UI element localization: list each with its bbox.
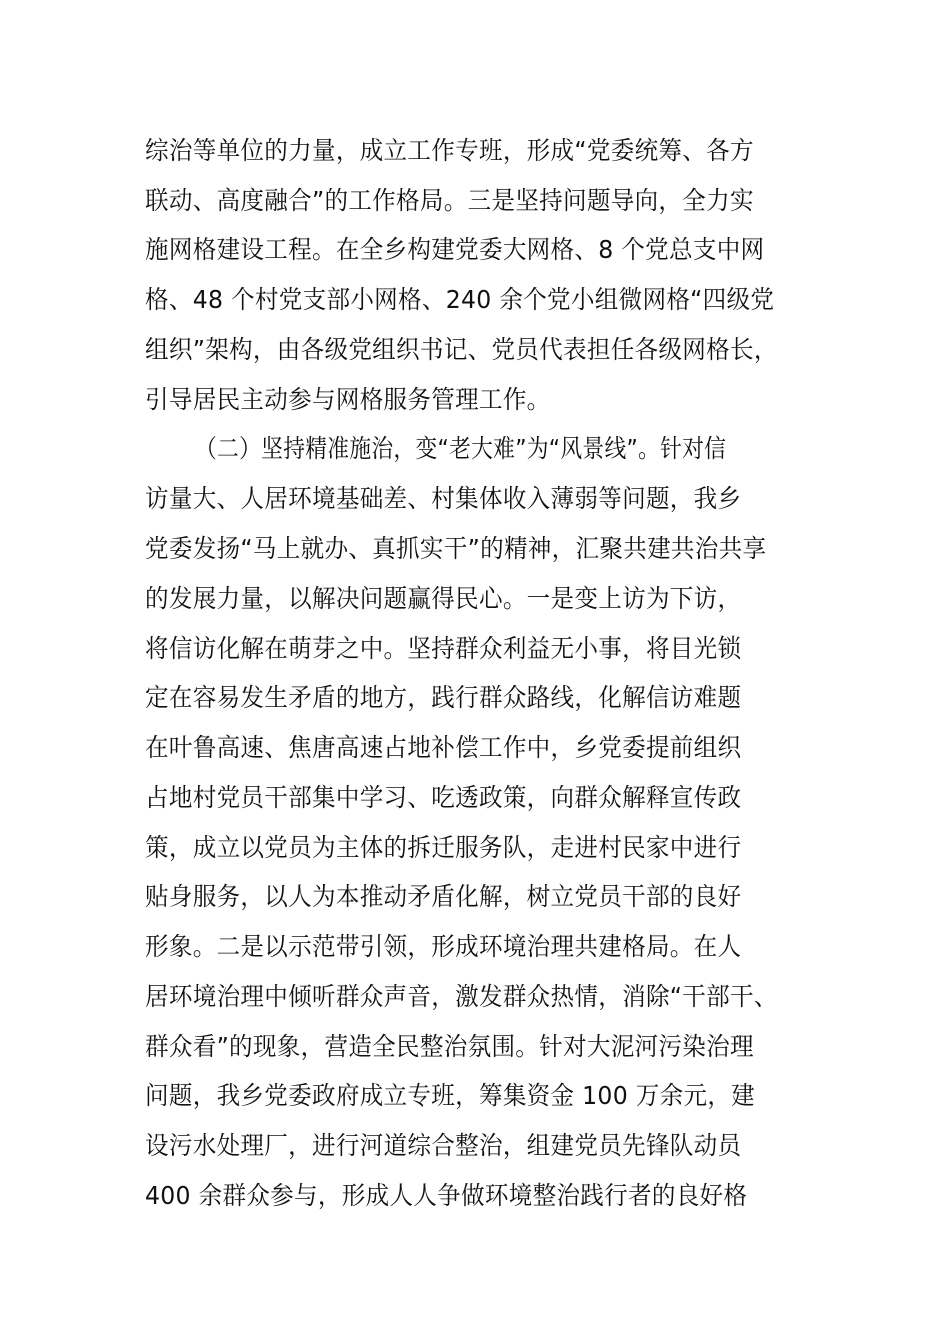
- text-line: 访量大、人居环境基础差、村集体收入薄弱等问题，我乡: [145, 484, 742, 513]
- text-line: 居环境治理中倾听群众声音，激发群众热情，消除“干部干、: [145, 982, 778, 1011]
- text-line: 格、48 个村党支部小网格、240 余个党小组微网格“四级党: [145, 285, 775, 314]
- text-line: 的发展力量，以解决问题赢得民心。一是变上访为下访，: [145, 584, 742, 613]
- text-line: 施网格建设工程。在全乡构建党委大网格、8 个党总支中网: [145, 235, 765, 264]
- text-line: 引导居民主动参与网格服务管理工作。: [145, 385, 551, 414]
- text-line: 形象。二是以示范带引领，形成环境治理共建格局。在人: [145, 932, 742, 961]
- text-line: 在叶鲁高速、焦唐高速占地补偿工作中，乡党委提前组织: [145, 733, 742, 762]
- text-line: 400 余群众参与，形成人人争做环境整治践行者的良好格: [145, 1181, 748, 1210]
- text-line: 问题，我乡党委政府成立专班，筹集资金 100 万余元，建: [145, 1081, 756, 1110]
- text-line: 贴身服务，以人为本推动矛盾化解，树立党员干部的良好: [145, 882, 742, 911]
- text-line: 将信访化解在萌芽之中。坚持群众利益无小事，将目光锁: [145, 634, 742, 663]
- text-line: 定在容易发生矛盾的地方，践行群众路线，化解信访难题: [145, 683, 742, 712]
- text-line: 策，成立以党员为主体的拆迁服务队，走进村民家中进行: [145, 833, 742, 862]
- section-heading-line: （二）坚持精准施治，变“老大难”为“风景线”。针对信: [195, 434, 727, 463]
- text-line: 联动、高度融合”的工作格局。三是坚持问题导向，全力实: [145, 186, 754, 215]
- text-line: 占地村党员干部集中学习、吃透政策，向群众解释宣传政: [145, 783, 742, 812]
- text-line: 组织”架构，由各级党组织书记、党员代表担任各级网格长，: [145, 335, 778, 364]
- text-line: 党委发扬“马上就办、真抓实干”的精神，汇聚共建共治共享: [145, 534, 767, 563]
- text-line: 综治等单位的力量，成立工作专班，形成“党委统筹、各方: [145, 136, 754, 165]
- text-line: 设污水处理厂，进行河道综合整治，组建党员先锋队动员: [145, 1131, 742, 1160]
- text-line: 群众看”的现象，营造全民整治氛围。针对大泥河污染治理: [145, 1032, 754, 1061]
